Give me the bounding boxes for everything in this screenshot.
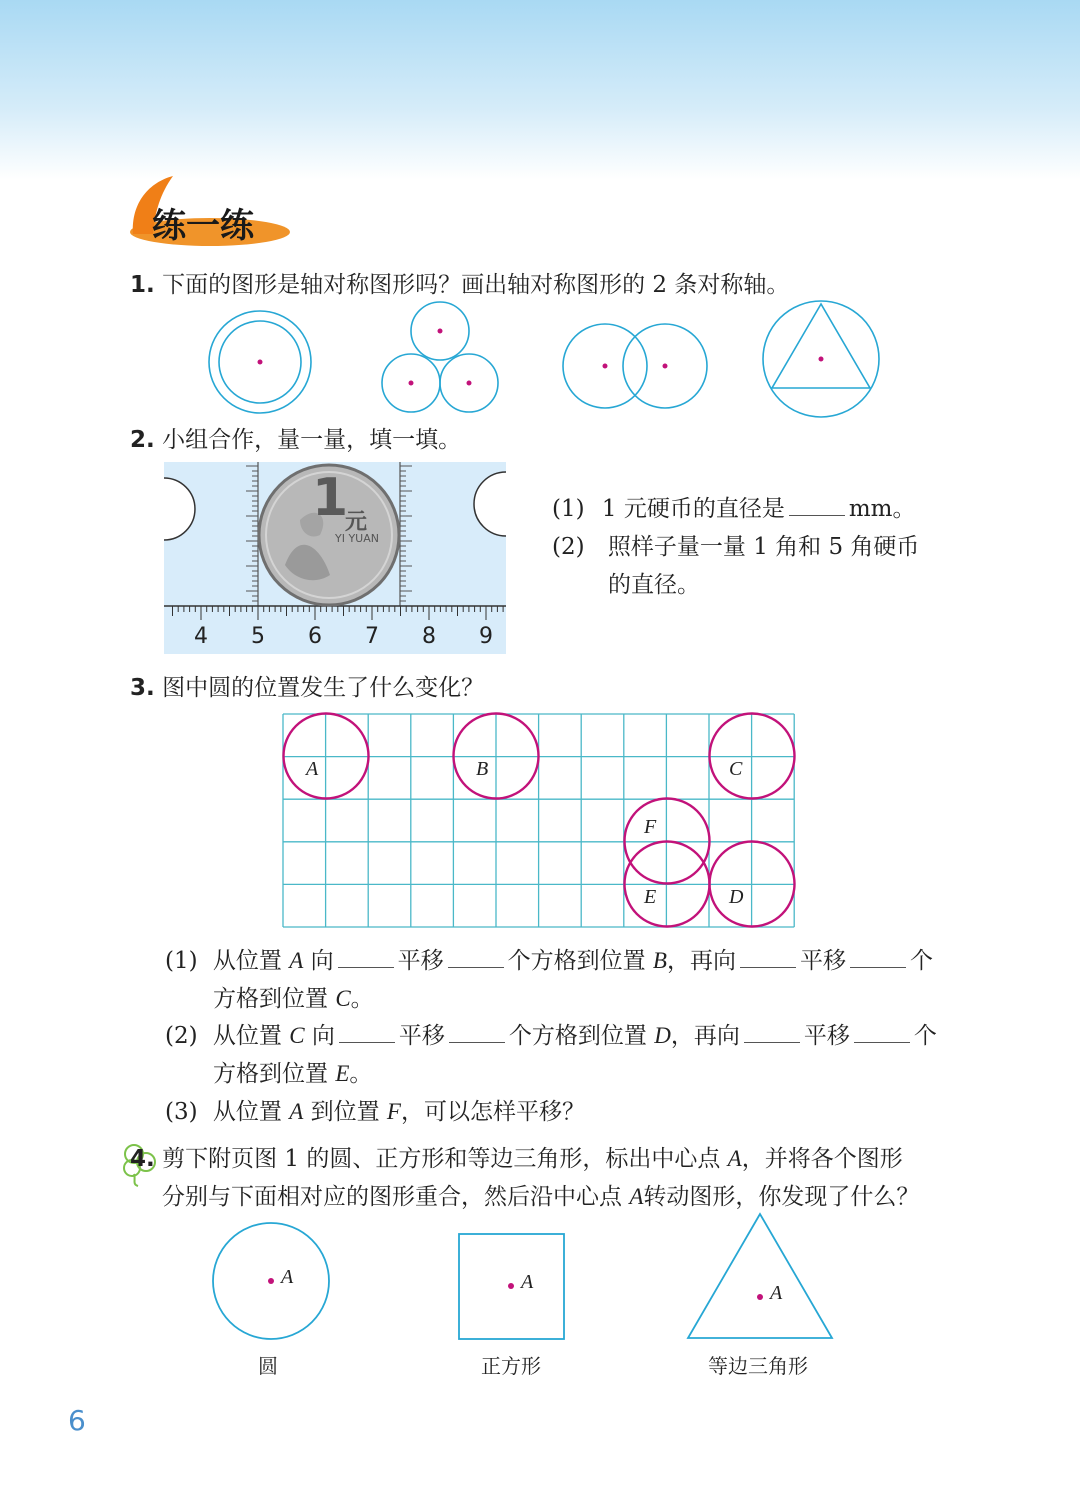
q3-text: 图中圆的位置发生了什么变化？ [162,675,485,701]
label-E: E [644,886,657,908]
q2-text: 小组合作，量一量，填一填。 [162,427,462,453]
q4-line2: 分别与下面相对应的图形重合，然后沿中心点 A转动图形，你发现了什么？ [162,1184,920,1210]
q1-text: 下面的图形是轴对称图形吗？画出轴对称图形的 2 条对称轴。 [162,272,790,298]
q3-sub2: (2) 从位置 C 向 平移 个方格到位置 D，再向 平移 个 [165,1023,937,1049]
caption-square: 正方形 [481,1354,541,1378]
coin-pinyin: YI YUAN [335,532,379,545]
q1-number: 1. [130,272,155,298]
label-A: A [306,758,319,780]
q4-line1: 4. 剪下附页图 1 的圆、正方形和等边三角形，标出中心点 A，并将各个图形 [130,1146,903,1172]
ruler-tick-label: 5 [251,624,265,649]
caption-triangle: 等边三角形 [708,1354,808,1378]
q3-sub1: (1) 从位置 A 向 平移 个方格到位置 B，再向 平移 个 [165,948,933,974]
q2-sub2-label: (2) [552,534,585,560]
square-center-label: A [521,1271,534,1293]
section-title: 练一练 [152,206,254,246]
shape-triangle [688,1214,832,1338]
label-C: C [729,758,743,780]
coin-value: 1 [312,468,349,528]
q2-sub2-text: 照样子量一量 1 角和 5 角硬币 [607,534,920,560]
coin-unit: 元 [345,509,368,535]
page-number: 6 [68,1404,86,1437]
label-F: F [644,816,657,838]
q3-sub3: (3) 从位置 A 到位置 F，可以怎样平移？ [165,1099,585,1125]
label-D: D [729,886,744,908]
ruler-tick-label: 9 [479,624,493,649]
q3-number: 3. [130,675,155,701]
ruler-tick-label: 6 [308,624,322,649]
caption-circle: 圆 [258,1354,278,1378]
triangle-center-label: A [770,1282,783,1304]
q3-sub1-cont: 方格到位置 C。 [213,986,374,1012]
circle-center-label: A [281,1266,294,1288]
label-B: B [476,758,489,780]
q2-sub1-text: 1 元硬币的直径是 [601,496,785,522]
q4-number: 4. [130,1146,155,1172]
q2-sub1-label: (1) [552,496,585,522]
q2-sub2-cont: 的直径。 [608,572,700,598]
q2-sub1-unit: mm。 [848,496,916,522]
ruler-tick-label: 8 [422,624,436,649]
q2-number: 2. [130,427,155,453]
ruler-tick-label: 7 [365,624,379,649]
q3-sub2-cont: 方格到位置 E。 [213,1061,373,1087]
ruler-tick-label: 4 [194,624,208,649]
